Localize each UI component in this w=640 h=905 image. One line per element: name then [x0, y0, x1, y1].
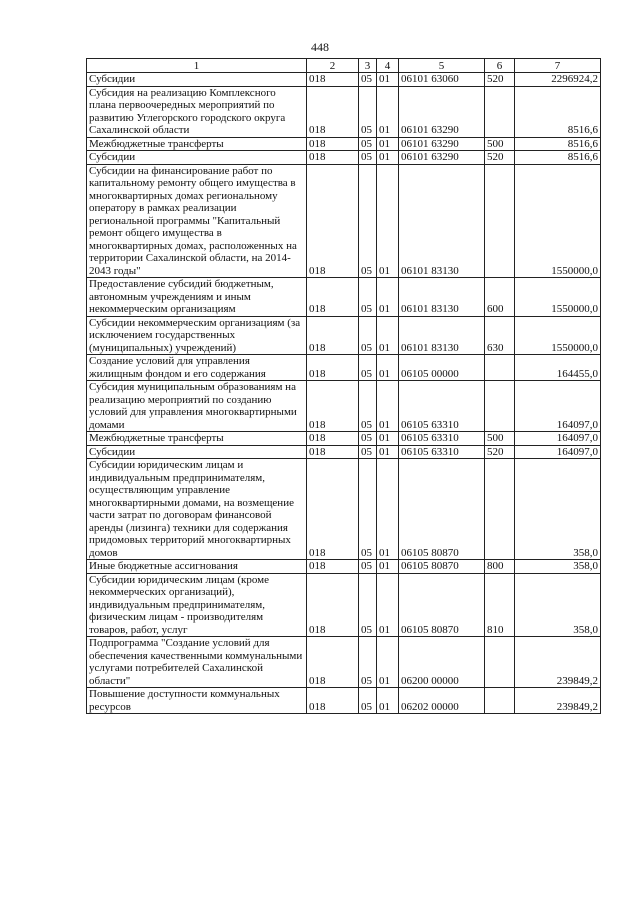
row-name: Межбюджетные трансферты: [87, 137, 307, 151]
table-row: [87, 164, 601, 278]
row-amount: 239849,2: [515, 637, 601, 688]
header-col-6: 6: [485, 59, 515, 73]
row-section: 05: [359, 73, 377, 87]
row-admin-code: 018: [307, 355, 359, 381]
row-amount: 2296924,2: [515, 73, 601, 87]
row-subsection: 01: [377, 164, 399, 278]
row-amount: 164097,0: [515, 432, 601, 446]
row-section: 05: [359, 151, 377, 165]
row-subsection: 01: [377, 637, 399, 688]
row-name: Создание условий для управления жилищным фондом и его содержания: [87, 355, 307, 381]
table-row: [87, 381, 601, 432]
row-admin-code: 018: [307, 459, 359, 560]
row-target-article: 06105 63310: [399, 445, 485, 459]
row-expense-type: 520: [485, 445, 515, 459]
table-row: [87, 355, 601, 381]
row-name: Субсидии юридическим лицам и индивидуальным предпринимателям, осуществляющим управление многоквартирными домами, на возмещение части затрат по договорам финансовой аренды (лизинга) техники для содержания придомовых территорий многоквартирных домов: [87, 459, 307, 560]
table-row: [87, 637, 601, 688]
table-row: [87, 151, 601, 165]
row-name: Субсидии юридическим лицам (кроме некоммерческих организаций), индивидуальным предпринимателям, физическим лицам - производителям товаров, работ, услуг: [87, 573, 307, 637]
row-target-article: 06105 80870: [399, 560, 485, 574]
row-subsection: 01: [377, 151, 399, 165]
row-target-article: 06101 83130: [399, 278, 485, 317]
row-target-article: 06105 63310: [399, 432, 485, 446]
row-amount: 8516,6: [515, 137, 601, 151]
row-subsection: 01: [377, 459, 399, 560]
row-name: Субсидия на реализацию Комплексного плана первоочередных мероприятий по развитию Углегорского городского округа Сахалинской области: [87, 86, 307, 137]
row-admin-code: 018: [307, 688, 359, 714]
row-subsection: 01: [377, 137, 399, 151]
row-expense-type: [485, 355, 515, 381]
row-section: 05: [359, 688, 377, 714]
row-name: Повышение доступности коммунальных ресурсов: [87, 688, 307, 714]
row-admin-code: 018: [307, 573, 359, 637]
row-target-article: 06101 63060: [399, 73, 485, 87]
row-expense-type: 630: [485, 316, 515, 355]
header-col-3: 3: [359, 59, 377, 73]
row-section: 05: [359, 381, 377, 432]
row-target-article: 06101 83130: [399, 164, 485, 278]
table-row: [87, 316, 601, 355]
row-admin-code: 018: [307, 637, 359, 688]
row-subsection: 01: [377, 73, 399, 87]
row-subsection: 01: [377, 278, 399, 317]
row-subsection: 01: [377, 688, 399, 714]
row-expense-type: [485, 459, 515, 560]
row-expense-type: 500: [485, 137, 515, 151]
table-row: [87, 137, 601, 151]
row-amount: 1550000,0: [515, 164, 601, 278]
header-col-2: 2: [307, 59, 359, 73]
row-section: 05: [359, 573, 377, 637]
row-target-article: 06101 63290: [399, 151, 485, 165]
row-expense-type: [485, 164, 515, 278]
row-amount: 8516,6: [515, 86, 601, 137]
row-section: 05: [359, 164, 377, 278]
row-name: Предоставление субсидий бюджетным, автономным учреждениям и иным некоммерческим организациям: [87, 278, 307, 317]
row-target-article: 06101 83130: [399, 316, 485, 355]
row-target-article: 06101 63290: [399, 86, 485, 137]
row-name: Межбюджетные трансферты: [87, 432, 307, 446]
row-expense-type: 600: [485, 278, 515, 317]
row-name: Иные бюджетные ассигнования: [87, 560, 307, 574]
row-name: Субсидии: [87, 445, 307, 459]
row-expense-type: 810: [485, 573, 515, 637]
row-section: 05: [359, 560, 377, 574]
row-target-article: 06105 00000: [399, 355, 485, 381]
table-row: [87, 432, 601, 446]
table-row: [87, 688, 601, 714]
row-admin-code: 018: [307, 381, 359, 432]
row-admin-code: 018: [307, 445, 359, 459]
header-col-5: 5: [399, 59, 485, 73]
row-section: 05: [359, 459, 377, 560]
row-target-article: 06105 63310: [399, 381, 485, 432]
row-target-article: 06105 80870: [399, 573, 485, 637]
table-row: [87, 459, 601, 560]
row-section: 05: [359, 86, 377, 137]
row-name: Субсидии: [87, 151, 307, 165]
row-name: Субсидия муниципальным образованиям на реализацию мероприятий по созданию условий для управления многоквартирными домами: [87, 381, 307, 432]
header-col-1: 1: [87, 59, 307, 73]
row-admin-code: 018: [307, 137, 359, 151]
row-target-article: 06101 63290: [399, 137, 485, 151]
row-expense-type: 500: [485, 432, 515, 446]
row-name: Субсидии некоммерческим организациям (за исключением государственных (муниципальных) учреждений): [87, 316, 307, 355]
row-amount: 358,0: [515, 573, 601, 637]
row-section: 05: [359, 278, 377, 317]
header-row: [87, 59, 601, 73]
row-expense-type: 800: [485, 560, 515, 574]
row-admin-code: 018: [307, 432, 359, 446]
row-target-article: 06202 00000: [399, 688, 485, 714]
row-subsection: 01: [377, 573, 399, 637]
row-admin-code: 018: [307, 151, 359, 165]
row-amount: 358,0: [515, 560, 601, 574]
budget-table: [86, 58, 601, 714]
row-section: 05: [359, 637, 377, 688]
row-admin-code: 018: [307, 164, 359, 278]
row-amount: 358,0: [515, 459, 601, 560]
row-subsection: 01: [377, 86, 399, 137]
row-name: Подпрограмма "Создание условий для обеспечения качественными коммунальными услугами потребителей Сахалинской области": [87, 637, 307, 688]
row-subsection: 01: [377, 445, 399, 459]
row-section: 05: [359, 445, 377, 459]
row-section: 05: [359, 137, 377, 151]
row-section: 05: [359, 316, 377, 355]
row-amount: 8516,6: [515, 151, 601, 165]
row-amount: 1550000,0: [515, 278, 601, 317]
row-subsection: 01: [377, 316, 399, 355]
row-expense-type: [485, 688, 515, 714]
row-section: 05: [359, 432, 377, 446]
row-section: 05: [359, 355, 377, 381]
table-row: [87, 73, 601, 87]
row-expense-type: [485, 381, 515, 432]
row-admin-code: 018: [307, 560, 359, 574]
row-expense-type: [485, 86, 515, 137]
header-col-4: 4: [377, 59, 399, 73]
row-admin-code: 018: [307, 73, 359, 87]
table-row: [87, 573, 601, 637]
row-admin-code: 018: [307, 278, 359, 317]
table-row: [87, 86, 601, 137]
row-target-article: 06105 80870: [399, 459, 485, 560]
table-row: [87, 278, 601, 317]
row-name: Субсидии: [87, 73, 307, 87]
row-subsection: 01: [377, 560, 399, 574]
row-subsection: 01: [377, 381, 399, 432]
row-amount: 239849,2: [515, 688, 601, 714]
row-amount: 164455,0: [515, 355, 601, 381]
row-expense-type: [485, 637, 515, 688]
row-target-article: 06200 00000: [399, 637, 485, 688]
row-expense-type: 520: [485, 73, 515, 87]
row-subsection: 01: [377, 432, 399, 446]
page-number: 448: [311, 40, 329, 54]
row-expense-type: 520: [485, 151, 515, 165]
header-col-7: 7: [515, 59, 601, 73]
row-subsection: 01: [377, 355, 399, 381]
row-name: Субсидии на финансирование работ по капитальному ремонту общего имущества в многоквартирных домах региональному оператору в рамках реализации региональной программы "Капитальный ремонт общего имущества в многоквартирных домах, расположенных на территории Сахалинской области, на 2014-2043 годы": [87, 164, 307, 278]
row-amount: 1550000,0: [515, 316, 601, 355]
row-amount: 164097,0: [515, 445, 601, 459]
row-admin-code: 018: [307, 86, 359, 137]
row-admin-code: 018: [307, 316, 359, 355]
row-amount: 164097,0: [515, 381, 601, 432]
table-row: [87, 445, 601, 459]
table-row: [87, 560, 601, 574]
